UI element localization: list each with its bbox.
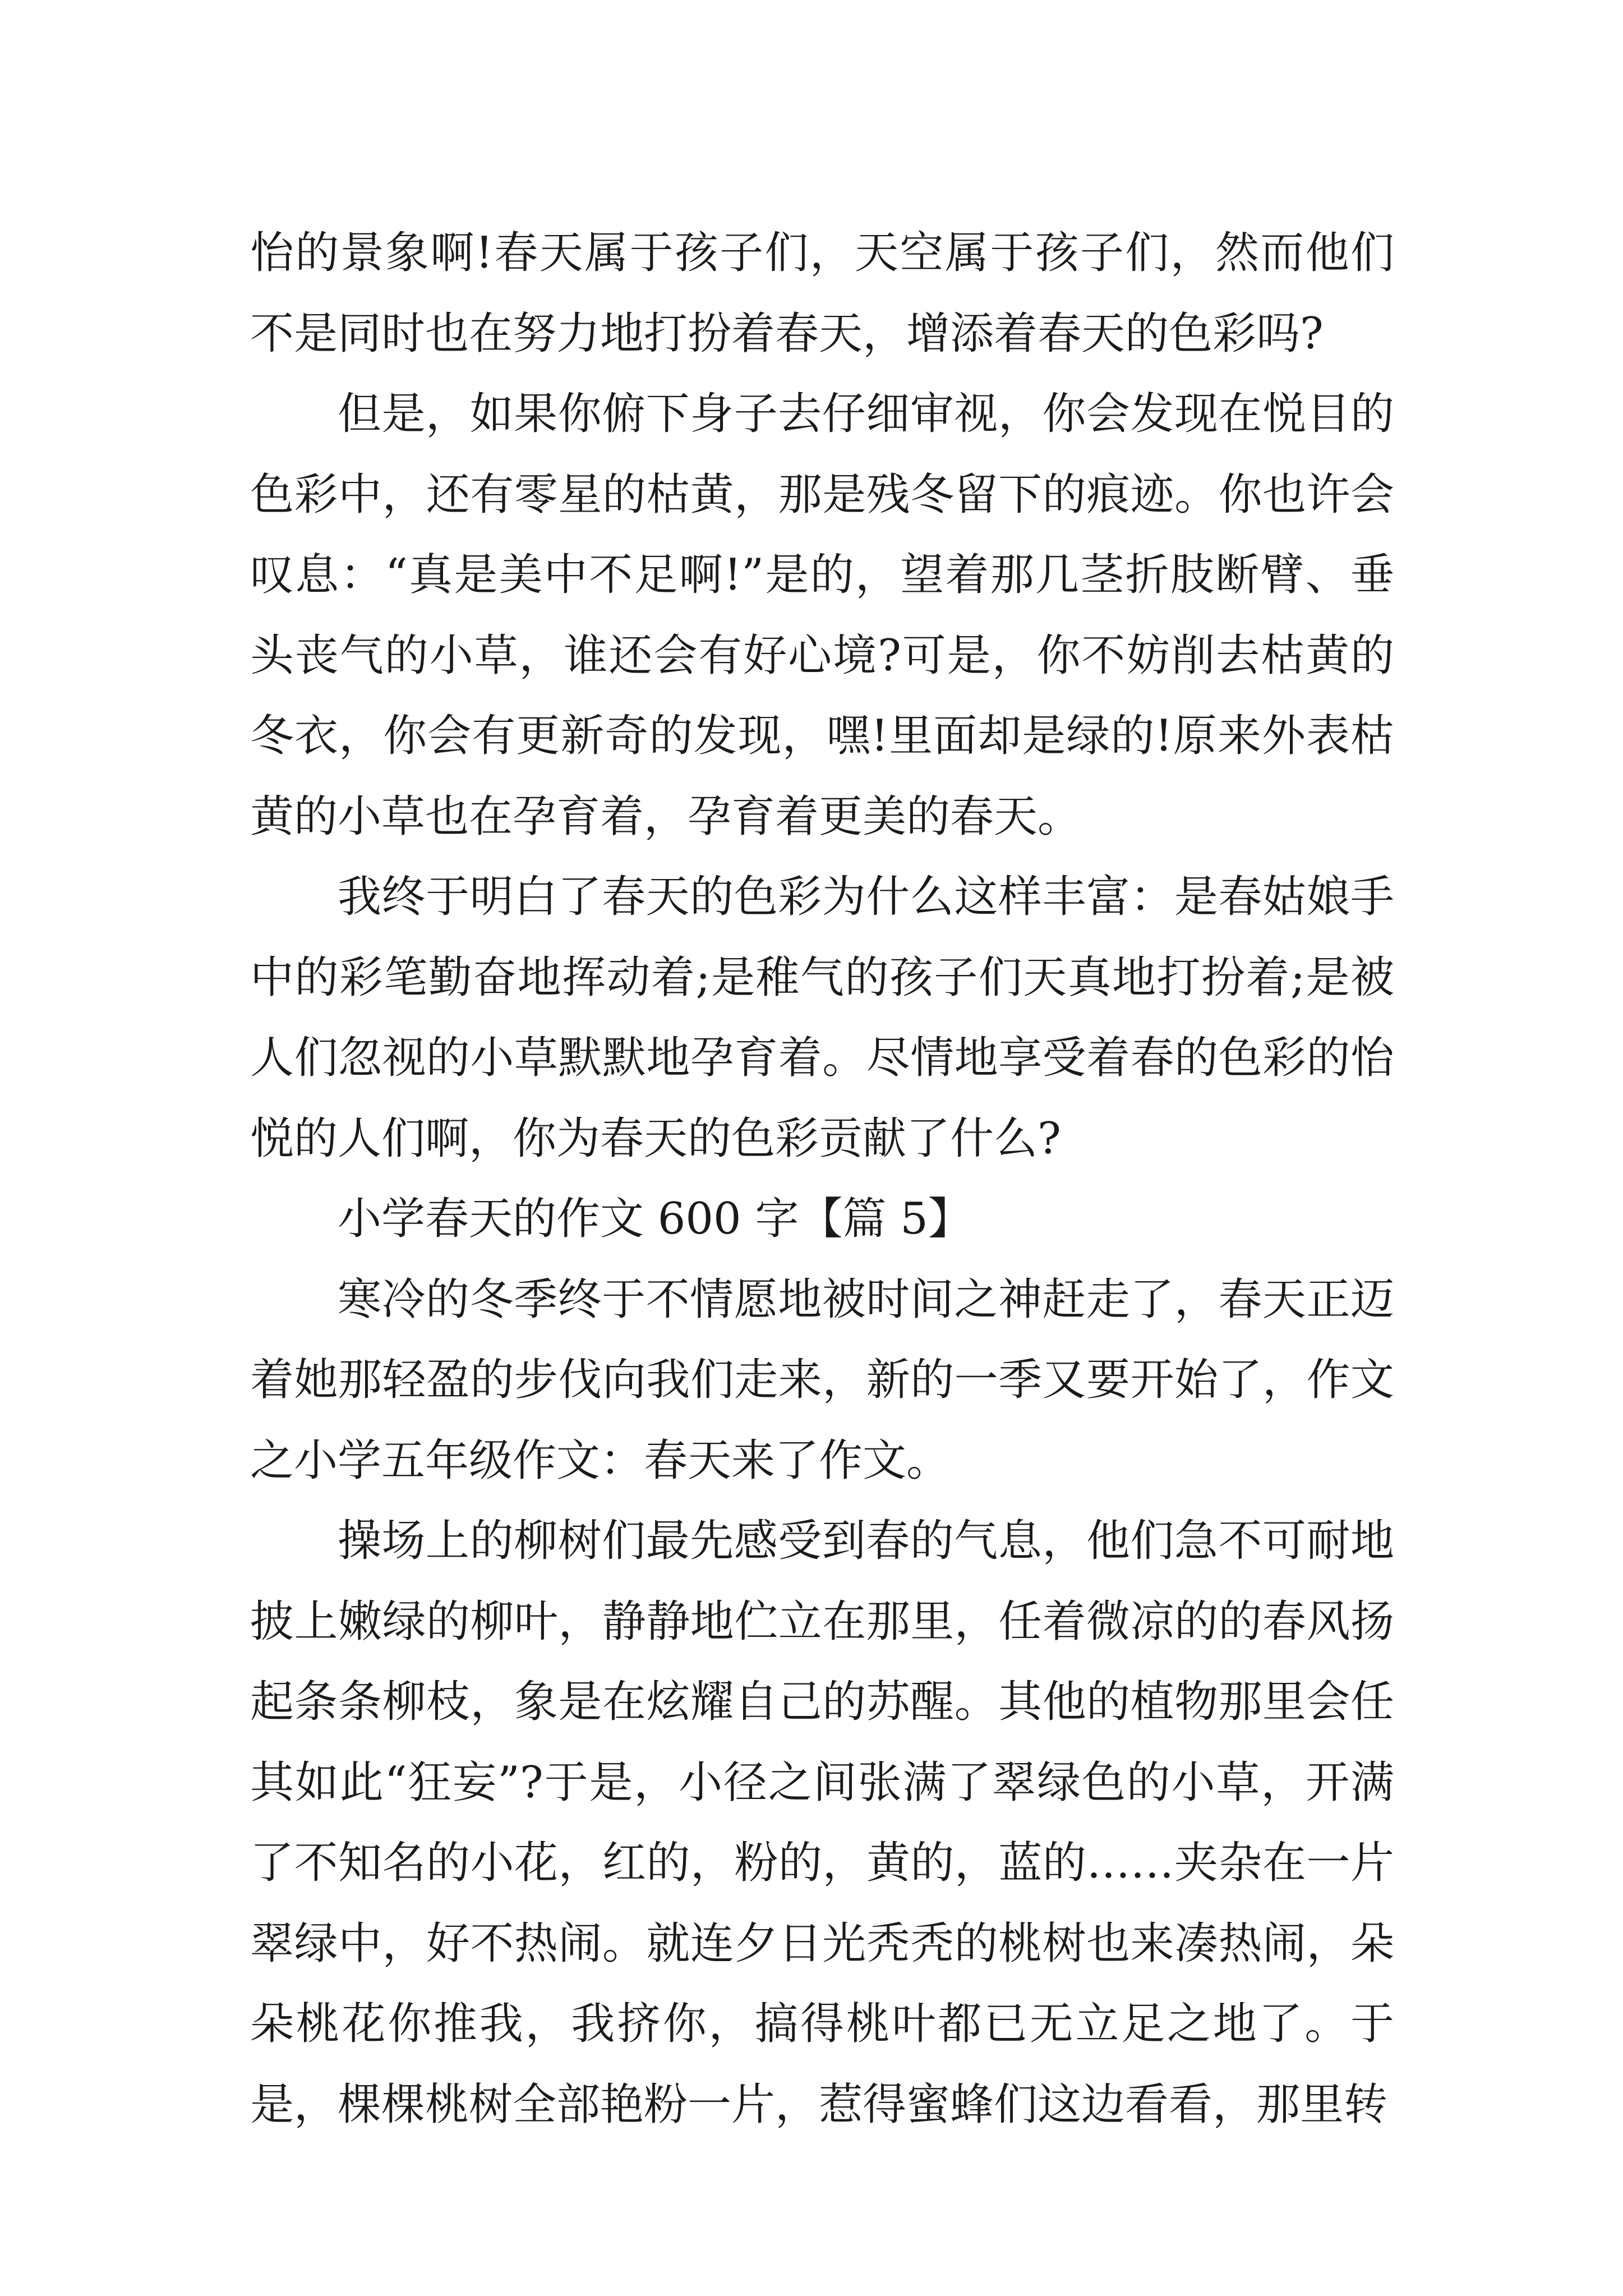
- paragraph-winter-ends: 寒冷的冬季终于不情愿地被时间之神赶走了，春天正迈着她那轻盈的步伐向我们走来，新的一季又要开始了，作文之小学五年级作文：春天来了作文。: [250, 1274, 1394, 1486]
- paragraph-playground-willows: 操场上的柳树们最先感受到春的气息，他们急不可耐地披上嫩绿的柳叶，静静地伫立在那里，任着微凉的的春风扬起条条柳枝，象是在炫耀自己的苏醒。其他的植物那里会任其如此“狂妄”?于是，小径之间张满了翠绿色的小草，开满了不知名的小花，红的，粉的，黄的，蓝的……夹杂在一片翠绿中，好不热闹。就连夕日光秃秃的桃树也来凑热闹，朵朵桃花你推我，我挤你，搞得桃叶都已无立足之地了。于是，棵棵桃树全部艳粉一片，惹得蜜蜂们这边看看，那里转: [250, 1516, 1394, 2130]
- section-heading: 小学春天的作文 600 字【篇 5】: [338, 1194, 972, 1244]
- paragraph-spring-colors: 我终于明白了春天的色彩为什么这样丰富：是春姑娘手中的彩笔勤奋地挥动着;是稚气的孩子们天真地打扮着;是被人们忽视的小草默默地孕育着。尽情地享受着春的色彩的怡悦的人们啊，你为春天的色彩贡献了什么?: [250, 872, 1394, 1164]
- paragraph-withered-grass: 但是，如果你俯下身子去仔细审视，你会发现在悦目的色彩中，还有零星的枯黄，那是残冬留下的痕迹。你也许会叹息：“真是美中不足啊!”是的，望着那几茎折肢断臂、垂头丧气的小草，谁还会有好心境?可是，你不妨削去枯黄的冬衣，你会有更新奇的发现，嘿!里面却是绿的!原来外表枯黄的小草也在孕育着，孕育着更美的春天。: [250, 389, 1394, 842]
- document-body: [250, 213, 1394, 2145]
- paragraph-continuation: 怡的景象啊!春天属于孩子们，天空属于孩子们，然而他们不是同时也在努力地打扮着春天，增添着春天的色彩吗?: [250, 228, 1394, 359]
